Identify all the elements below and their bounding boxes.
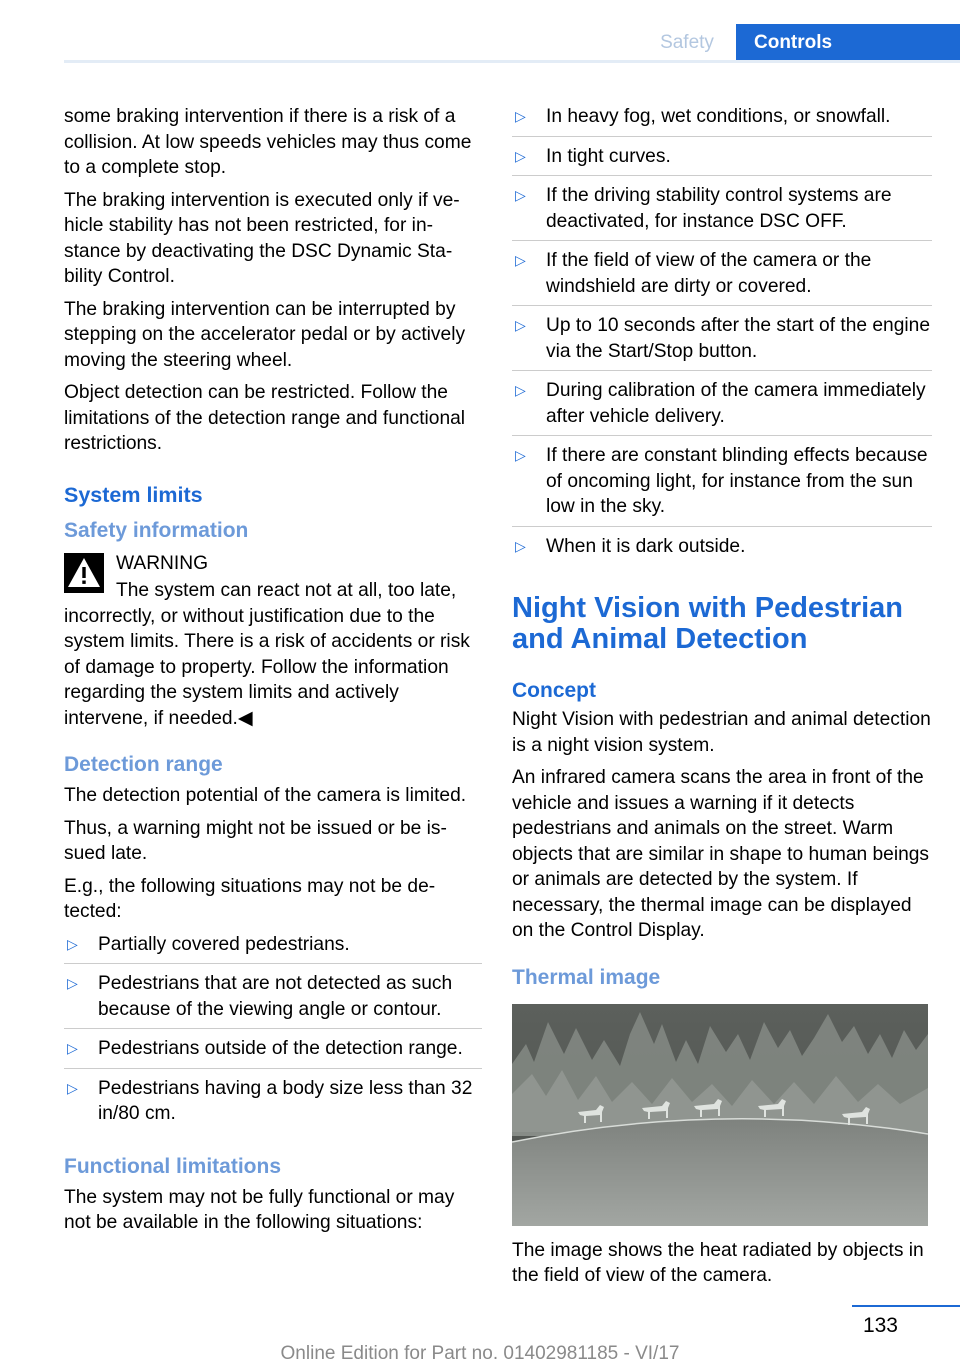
warning-text: The system can react not at all, too late, incorrectly, or without justification due to the system limits. There is a risk of accidents or risk of damage to property. Follow the information regarding the system limits and actively intervene, if needed.◀ — [64, 580, 470, 729]
triangle-bullet-icon: ▷ — [515, 537, 526, 554]
paragraph: E.g., the following situations may not be detected: — [64, 875, 436, 922]
triangle-bullet-icon: ▷ — [67, 1079, 78, 1096]
triangle-bullet-icon: ▷ — [67, 935, 78, 952]
page-number: 133 — [862, 1314, 898, 1337]
left-column — [64, 104, 482, 1243]
heading-night-vision: Night Vision with Pedestrian and Animal Detection — [512, 592, 904, 655]
list-item: ▷ If the driving stability control systems are deactivated, for instance DSC OFF. — [512, 175, 932, 240]
triangle-bullet-icon: ▷ — [515, 187, 526, 203]
list-item: ▷ If the field of view of the camera or the windshield are dirty or covered. — [512, 240, 932, 305]
detection-range-list — [64, 932, 482, 1133]
paragraph: An infrared camera scans the area in front of the vehicle and issues a warning if it detects pedestrians and animals on the street. Warm objects that are similar in shape to human beings or animals are detected by the system. If necessary, the thermal image can be displayed on the Control Display. — [512, 767, 930, 941]
tab-controls[interactable]: Controls — [736, 24, 960, 62]
list-item: ▷ If there are constant blinding effects because of oncoming light, for instance from the sun low in the sky. — [512, 435, 932, 526]
page-header — [0, 24, 960, 64]
triangle-bullet-icon: ▷ — [67, 975, 78, 991]
list-item: ▷ Pedestrians that are not detected as such because of the viewing angle or contour. — [64, 963, 482, 1028]
list-item: ▷ Up to 10 seconds after the start of the engine via the Start/Stop button. — [512, 305, 932, 370]
paragraph: The detection potential of the camera is limited. — [64, 785, 467, 806]
triangle-bullet-icon: ▷ — [515, 147, 526, 164]
paragraph: The braking intervention is executed only if vehicle stability has not been restricted, for instance by deactivating the DSC Dynamic Stability Control. — [64, 189, 460, 287]
heading-system-limits: System limits — [64, 482, 203, 507]
triangle-bullet-icon: ▷ — [67, 1040, 78, 1056]
footer-rule — [852, 1305, 960, 1307]
heading-functional-limitations: Functional limitations — [64, 1154, 282, 1178]
paragraph: Thus, a warning might not be issued or be issued late. — [64, 817, 447, 864]
heading-thermal-image: Thermal image — [512, 965, 661, 989]
right-column — [512, 104, 932, 1296]
paragraph: Object detection can be restricted. Follow the limitations of the detection range and functional restrictions. — [64, 382, 466, 454]
header-rule — [64, 60, 960, 63]
warning-triangle-icon — [64, 553, 104, 593]
edition-note: Online Edition for Part no. 01402981185 - VI/17 — [280, 1343, 680, 1364]
triangle-bullet-icon: ▷ — [515, 447, 526, 463]
heading-detection-range: Detection range — [64, 753, 223, 776]
paragraph: The braking intervention can be interrupted by stepping on the accelerator pedal or by actively moving the steering wheel. — [64, 298, 466, 371]
paragraph: The system may not be fully functional or may not be available in the following situations: — [64, 1186, 455, 1233]
heading-safety-information: Safety information — [64, 518, 249, 542]
triangle-bullet-icon: ▷ — [515, 382, 526, 398]
triangle-bullet-icon: ▷ — [515, 252, 526, 268]
list-item: ▷ During calibration of the camera immediately after vehicle delivery. — [512, 370, 932, 435]
triangle-bullet-icon: ▷ — [515, 317, 526, 333]
warning-box — [64, 551, 482, 732]
tab-safety[interactable]: Safety — [660, 32, 714, 53]
thermal-image — [512, 1004, 928, 1226]
triangle-bullet-icon: ▷ — [515, 108, 526, 124]
list-item: ▷ Pedestrians having a body size less than 32 in/80 cm. — [64, 1068, 482, 1133]
list-item: ▷ Pedestrians outside of the detection range. — [64, 1028, 482, 1068]
functional-limitations-list — [512, 104, 932, 565]
list-item: ▷ Partially covered pedestrians. — [64, 932, 482, 964]
list-item: ▷ In heavy fog, wet conditions, or snowfall. — [512, 104, 932, 136]
heading-concept: Concept — [512, 679, 596, 702]
image-caption: The image shows the heat radiated by objects in the field of view of the camera. — [512, 1239, 924, 1286]
warning-title: WARNING — [116, 552, 209, 574]
paragraph: Night Vision with pedestrian and animal detection is a night vision system. — [512, 709, 931, 756]
list-item: ▷ In tight curves. — [512, 136, 932, 176]
list-item: ▷ When it is dark outside. — [512, 526, 932, 566]
paragraph: some braking intervention if there is a risk of a collision. At low speeds vehicles may thus come to a complete stop. — [64, 106, 472, 178]
